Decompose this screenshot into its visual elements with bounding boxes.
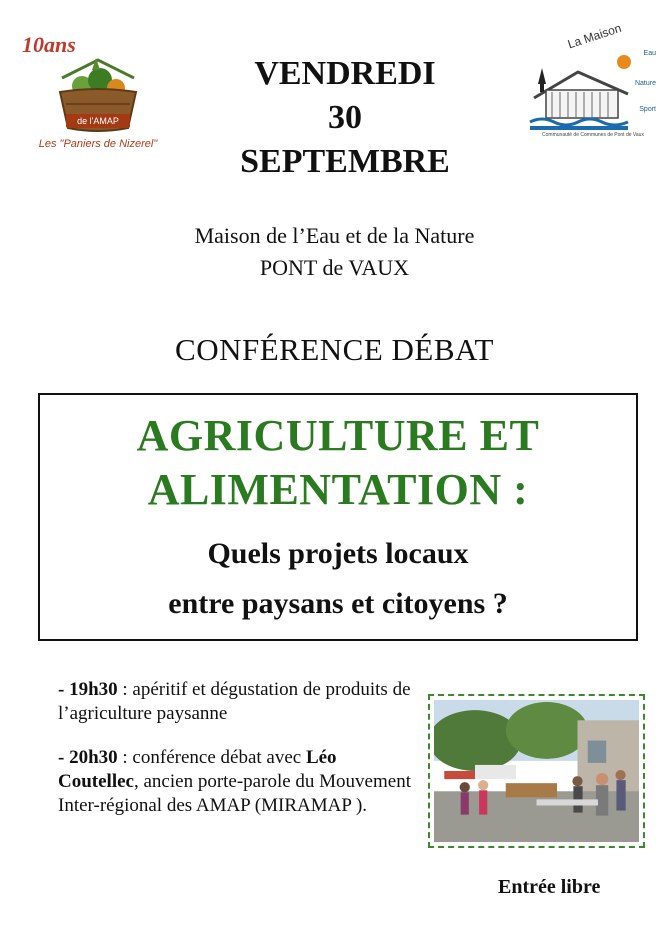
maison-logo-word-nature: Nature xyxy=(634,80,656,87)
ten-years-label: 10ans xyxy=(22,32,76,57)
event-type: CONFÉRENCE DÉBAT xyxy=(175,332,494,367)
market-scene-image xyxy=(434,700,639,842)
headline-line-1: AGRICULTURE ET xyxy=(136,411,540,460)
program xyxy=(58,678,418,838)
amap-tagline: Les "Paniers de Nizerel" xyxy=(38,138,158,150)
program-item-aperitif xyxy=(58,678,418,726)
entry-free-label: Entrée libre xyxy=(498,876,601,898)
maison-logo-caption: Communauté de Communes de Pont de Vaux xyxy=(542,132,644,138)
headline-title xyxy=(40,409,636,517)
house-icon xyxy=(528,46,636,132)
headline-subtitle xyxy=(40,529,636,629)
program-time-2: - 20h30 xyxy=(58,747,118,768)
subtitle-line-2: entre paysans et citoyens ? xyxy=(168,587,508,620)
maison-logo-word-eau: Eau xyxy=(643,50,656,57)
program-text-1: : apéritif et dégustation de produits de l’agriculture paysanne xyxy=(58,679,411,724)
speaker-name: Léo Coutellec xyxy=(58,747,337,792)
program-time-1: - 19h30 xyxy=(58,679,118,700)
program-text-2b: , ancien porte-parole du Mouvement Inter-régional des AMAP (MIRAMAP ). xyxy=(58,771,411,816)
program-text-2a: : conférence débat avec xyxy=(117,747,306,768)
event-venue xyxy=(0,220,669,284)
date-month: SEPTEMBRE xyxy=(240,143,450,180)
maison-logo-word-sport: Sport xyxy=(639,106,656,113)
venue-town: PONT de VAUX xyxy=(259,255,410,280)
date-day: 30 xyxy=(328,99,362,136)
date-weekday: VENDREDI xyxy=(254,55,436,92)
subtitle-line-1: Quels projets locaux xyxy=(207,537,469,570)
headline-line-2: ALIMENTATION : xyxy=(147,465,529,514)
maison-eau-nature-logo xyxy=(528,20,658,146)
headline-box xyxy=(38,393,638,641)
amap-banner: de l'AMAP xyxy=(66,114,130,128)
maison-logo-title: La Maison xyxy=(566,20,623,52)
program-item-conference xyxy=(58,746,418,818)
amap-logo xyxy=(14,26,176,160)
event-date xyxy=(180,52,510,184)
venue-name: Maison de l’Eau et de la Nature xyxy=(194,223,475,248)
market-photo xyxy=(428,694,645,848)
